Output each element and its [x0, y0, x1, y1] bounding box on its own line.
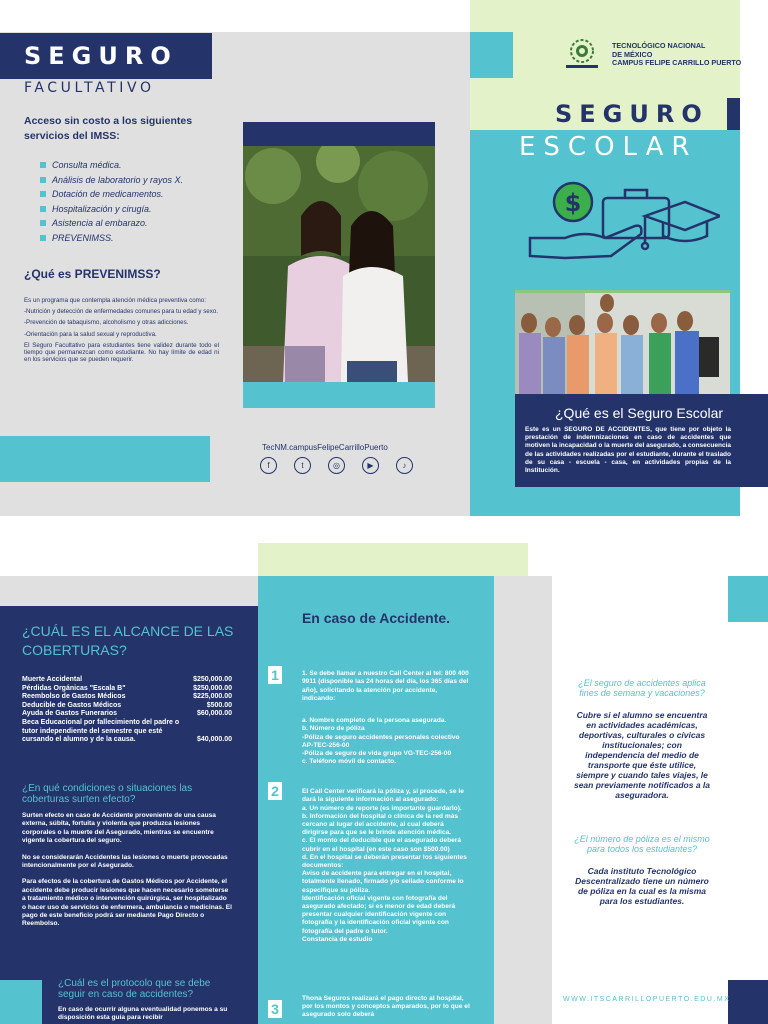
- conditions-text: [22, 812, 232, 937]
- facultativo-heading: FACULTATIVO: [24, 80, 155, 96]
- twitter-icon[interactable]: t: [294, 457, 311, 474]
- tecnm-logo: [562, 37, 602, 73]
- institution-line: CAMPUS FELIPE CARRILLO PUERTO: [612, 58, 742, 68]
- table-row: [22, 702, 232, 711]
- photo-frame-top: [243, 122, 435, 146]
- table-row: [22, 710, 232, 719]
- accident-title: En caso de Accidente.: [301, 610, 451, 626]
- paragraph: El Call Center verificará la póliza y, si procede, se le dará la siguiente información al asegurado: a. Un número de reporte (es importante guardarlo). b. Información del hospital o clínica de la red más cercano al lugar del accidente, al cual deberá dirigirse para que se le brinde atención médica. c. El monto del deducible que el asegurado deberá cubrir en el hospital (en este caso son $500.00) d. En el hospital se deberán presentar los siguientes documentos: Aviso de accidente para entregar en el hospital, totalmente llenado, firmado y/o sellado conforme lo especifique su póliza. Identificación oficial vigente con fotografía del asegurado afectado; si es menor de edad deberá presentar cualquier identificación vigente con fotografía y la identificación oficial vigente con fotografía del padre o tutor. Constancia de estudio: [302, 788, 467, 943]
- list-item: PREVENIMSS.: [40, 231, 230, 246]
- table-row: [22, 685, 232, 694]
- decor-square: [470, 32, 513, 78]
- step-text: [302, 662, 470, 781]
- coverage-amount: $225,000.00: [193, 693, 232, 701]
- paragraph: Es un programa que contempla atención médica preventiva como:: [24, 297, 206, 304]
- decor-square: [728, 980, 768, 1024]
- faq-item: [572, 834, 712, 906]
- faq-answer: Cubre si el alumno se encuentra en actividades académicas, deportivas, culturales o cívicas institucionales; con independencia del medio de transporte que éste utilice, siempre y cuando tales viajes, le sean previamente notificados a la aseguradora.: [573, 710, 711, 800]
- prevenimss-text: [24, 297, 219, 367]
- faq-question: ¿El número de póliza es el mismo para todos los estudiantes?: [574, 834, 710, 854]
- coverage-label: Beca Educacional por fallecimiento del padre o tutor independiente del semestre que esté cursando el alumno y de la causa.: [22, 718, 180, 744]
- decor-square: [728, 576, 768, 622]
- cover-title-seguro: SEGURO: [555, 100, 709, 128]
- facebook-icon[interactable]: f: [260, 457, 277, 474]
- svg-text:$: $: [564, 189, 582, 217]
- paragraph: a. Nombre completo de la persona asegurada. b. Número de póliza -Póliza de seguro accidentes personales colectivo AP-TEC-256-00 -Póliza de seguro de vida grupo VG-TEC-256-00 c. Teléfono móvil de contacto.: [302, 717, 460, 766]
- coverage-amount: $250,000.00: [193, 676, 232, 683]
- conditions-title: ¿En qué condiciones o situaciones las coberturas surten efecto?: [22, 783, 193, 805]
- tiktok-icon[interactable]: ♪: [396, 457, 413, 474]
- list-item: Asistencia al embarazo.: [40, 216, 230, 231]
- step-text: [302, 780, 470, 958]
- decor-band: [0, 576, 258, 606]
- cover-title-escolar: ESCOLAR: [519, 132, 698, 162]
- students-photo: [243, 146, 435, 382]
- decor-column: [494, 576, 552, 1024]
- what-is-title: ¿Qué es el Seguro Escolar: [555, 405, 724, 421]
- faq-answer: Cada instituto Tecnológico Descentralizado tiene un número de póliza en la cual es la misma para los estudiantes.: [575, 866, 709, 906]
- coverage-label: Reembolso de Gastos Médicos: [22, 693, 126, 701]
- institution-line: DE MÉXICO: [612, 49, 653, 59]
- step-number: 1: [268, 666, 282, 684]
- coverage-amount: $60,000.00: [196, 710, 232, 718]
- paragraph: El Seguro Facultativo para estudiantes tiene validez durante todo el tiempo que permanezcan como estudiante. No hay límite de edad ni en los servicios que se pueden requerir.: [24, 341, 219, 364]
- social-handle[interactable]: TecNM.campusFelipeCarrilloPuerto: [262, 443, 388, 452]
- youtube-icon[interactable]: ▶: [362, 457, 379, 474]
- coverage-label: Ayuda de Gastos Funerarios: [22, 710, 118, 718]
- paragraph: No se considerarán Accidentes las lesiones o muerte provocadas intencionalmente por el Asegurado.: [22, 853, 228, 870]
- faq-question: ¿El seguro de accidentes aplica fines de semana y vacaciones?: [578, 678, 706, 698]
- coverage-title: ¿CUÁL ES EL ALCANCE DE LAS COBERTURAS?: [22, 623, 234, 658]
- decor-square: [0, 980, 42, 1024]
- website-link[interactable]: WWW.ITSCARRILLOPUERTO.EDU.MX: [563, 996, 731, 1003]
- institution-line: TECNOLÓGICO NACIONAL: [612, 41, 706, 50]
- what-is-text: Este es un SEGURO DE ACCIDENTES, que tiene por objeto la prestación de indemnizaciones en caso de accidentes que motiven la incapacidad o la muerte del asegurado, a consecuencia de las actividades realizadas por el estudiante, durante el traslado de su casa - escuela - casa, en actividades propias de la Institución.: [525, 426, 731, 475]
- group-photo: [515, 293, 730, 394]
- paragraph: Surten efecto en caso de Accidente proveniente de una causa externa, súbita, fortuita y violenta que produzca lesiones corporales o la muerte del Asegurado, mientras se encuentre vigente la cobertura del seguro.: [22, 812, 216, 845]
- insurance-money-icon: [525, 176, 720, 268]
- coverage-label: Pérdidas Orgánicas "Escala B": [22, 684, 126, 692]
- social-icons: [260, 457, 413, 474]
- coverage-amount: $250,000.00: [193, 684, 232, 692]
- table-row: [22, 676, 232, 685]
- coverage-label: Deducible de Gastos Médicos: [22, 701, 122, 709]
- paragraph: Thona Seguros realizará el pago directo al hospital, por los montos y conceptos amparados, por lo que el asegurado solo deberá: [302, 995, 470, 1019]
- step-number: 3: [268, 1000, 282, 1018]
- services-list: [40, 158, 230, 246]
- paragraph: Para efectos de la cobertura de Gastos Médicos por Accidente, el accidente debe producir lesiones que hacen necesario someterse a tratamiento médico o intervención quirúrgica, ser hospitalizado o hacer uso de servicios de enfermera, ambulancia o medicinas. El pago de este beneficio podrá ser mediante Pago Directo o Reembolso.: [22, 878, 232, 928]
- institution-name: [612, 42, 741, 68]
- instagram-icon[interactable]: ◎: [328, 457, 345, 474]
- coverage-amount: $40,000.00: [196, 736, 232, 744]
- acceso-text: Acceso sin costo a los siguientes servicios del IMSS:: [24, 115, 193, 142]
- step-text: [302, 995, 470, 1024]
- protocol-text: En caso de ocurrir alguna eventualidad ponemos a su disposición esta guía para recibir: [58, 1006, 228, 1022]
- photo-frame-bottom: [243, 382, 435, 408]
- coverage-amount: $500.00: [206, 701, 232, 709]
- step-number: 2: [268, 782, 282, 800]
- prevenimss-title: ¿Qué es PREVENIMSS?: [24, 267, 161, 281]
- list-item: Análisis de laboratorio y rayos X.: [40, 173, 230, 188]
- coverage-label: Muerte Accidental: [22, 676, 83, 683]
- paragraph: -Prevención de tabaquismo, alcoholismo y otras adicciones.: [24, 319, 189, 327]
- list-item: Hospitalización y cirugía.: [40, 202, 230, 217]
- protocol-title: ¿Cuál es el protocolo que se debe seguir en caso de accidentes?: [58, 978, 211, 1000]
- list-item: Dotación de medicamentos.: [40, 187, 230, 202]
- paragraph: -Orientación para la salud sexual y reproductiva.: [24, 330, 157, 338]
- faq-item: [572, 678, 712, 800]
- decor-strip: [727, 98, 740, 130]
- coverage-table: [22, 676, 232, 745]
- paragraph: -Nutrición y detección de enfermedades comunes para tu edad y sexo.: [24, 308, 218, 316]
- decor-bar: [0, 436, 210, 482]
- list-item: Consulta médica.: [40, 158, 230, 173]
- table-row: [22, 693, 232, 702]
- paragraph: 1. Se debe llamar a nuestro Call Center al tel: 800 400 9911 (disponible las 24 horas del día, los 365 días del año), solicitando la atención por accidente, indicando:: [302, 670, 469, 702]
- table-row: [22, 719, 232, 745]
- decor-band: [258, 543, 528, 576]
- seguro-heading: SEGURO: [0, 33, 212, 79]
